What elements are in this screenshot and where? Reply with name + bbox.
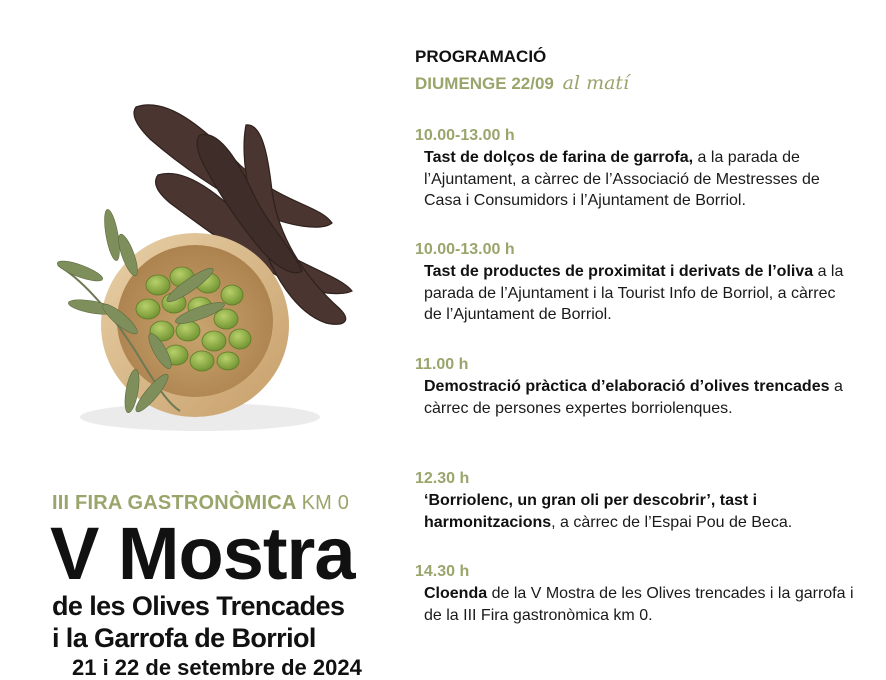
event-detail: a càrrec de persones expertes borriolenques. — [424, 378, 843, 417]
event-time: 10.00-13.00 h — [415, 241, 515, 258]
program-day-date: DIUMENGE 22/09 — [415, 74, 554, 93]
title-subline-1: de les Olives Trencades — [52, 591, 345, 621]
event-time: 11.00 h — [415, 356, 469, 373]
event-time: 12.30 h — [415, 470, 470, 487]
event-title: Tast de dolços de farina de garrofa, — [424, 149, 694, 166]
event-title: Demostració pràctica d’elaboració d’olives trencades — [424, 378, 830, 395]
event-detail: , a càrrec de l’Espai Pou de Beca. — [551, 513, 793, 531]
event-time: 10.00-13.00 h — [415, 127, 515, 144]
program-event — [415, 240, 855, 326]
event-description — [424, 147, 855, 212]
program-event — [415, 469, 855, 533]
program-event — [415, 562, 855, 626]
fair-label-bold: III FIRA GASTRONÒMICA — [52, 492, 296, 514]
program-heading: PROGRAMACIÓ — [415, 47, 547, 66]
main-title: V Mostra — [50, 512, 355, 595]
program-day-part: al matí — [562, 72, 630, 94]
event-description — [424, 490, 855, 533]
event-detail: a la parada de l’Ajuntament, a càrrec de l’Associació de Mestresses de Casa i Consumidors i l’Ajuntament de Borriol. — [424, 149, 820, 209]
event-title: ‘Borriolenc, un gran oli per descobrir’, tast i harmonitzacions — [424, 492, 758, 531]
event-time: 14.30 h — [415, 563, 470, 580]
event-description — [424, 376, 855, 419]
program-header — [415, 46, 855, 94]
event-description — [424, 261, 855, 326]
program-event — [415, 126, 855, 212]
title-subline-2: i la Garrofa de Borriol — [52, 623, 316, 653]
event-detail: de la V Mostra de les Olives trencades i la garrofa i de la III Fira gastronòmica km 0. — [424, 585, 854, 624]
fair-label-light: KM 0 — [301, 492, 350, 514]
event-dates: 21 i 22 de setembre de 2024 — [72, 655, 362, 680]
olives-and-carob-illustration — [40, 95, 380, 455]
event-title: Tast de productes de proximitat i derivats de l’oliva — [424, 263, 814, 280]
event-detail: a la parada de l’Ajuntament i la Tourist Info de Borriol, a càrrec de l’Ajuntament de Borriol. — [424, 263, 844, 323]
program-event — [415, 355, 855, 419]
event-description — [424, 583, 855, 626]
program-day — [415, 72, 855, 94]
event-title: Cloenda — [424, 585, 488, 602]
